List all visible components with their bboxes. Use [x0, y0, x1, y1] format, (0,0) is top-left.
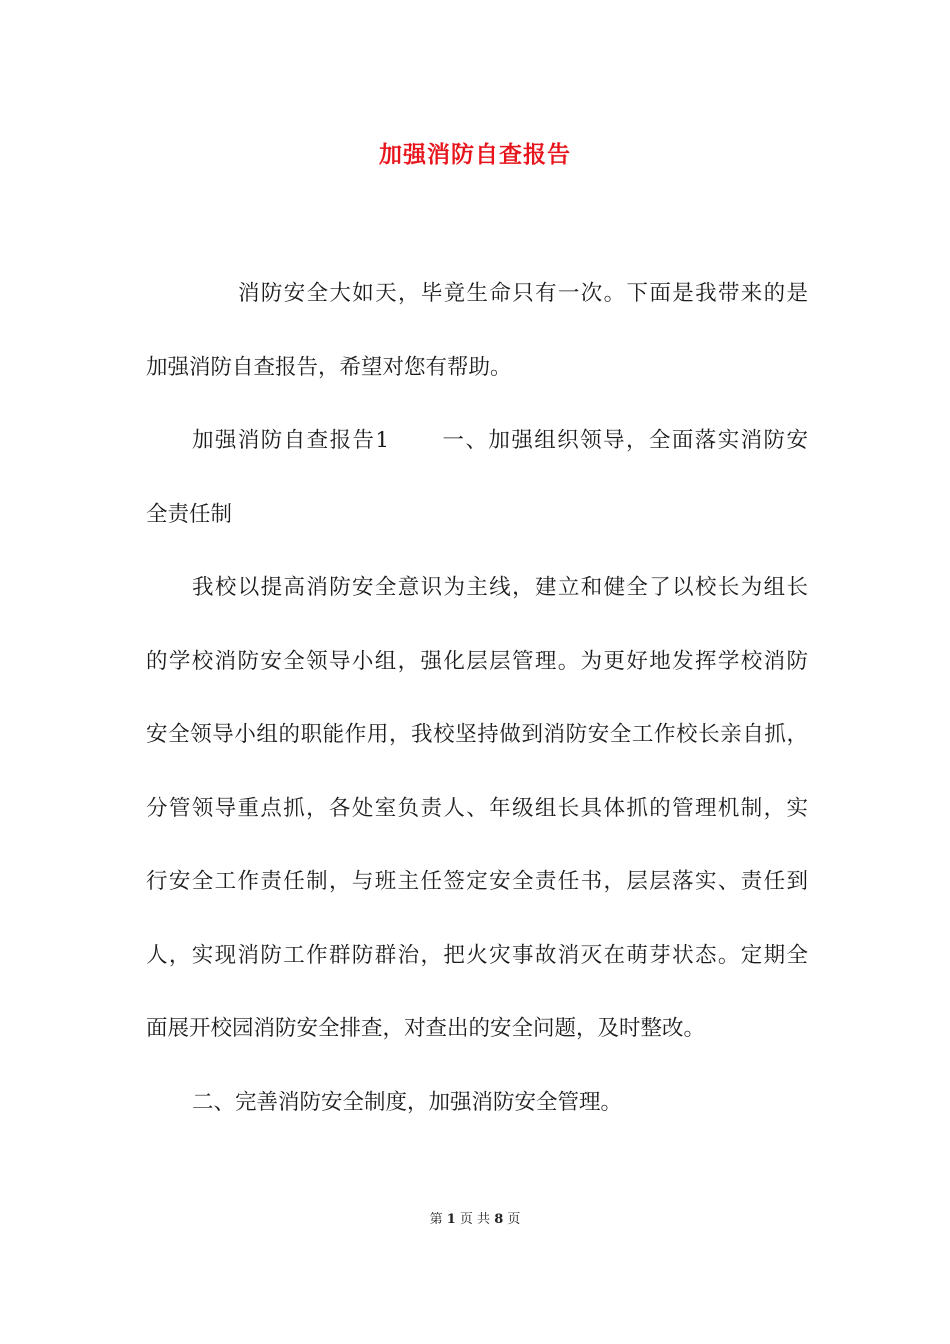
paragraph-line: 行安全工作责任制，与班主任签定安全责任书，层层落实、责任到: [146, 869, 808, 894]
footer-page-number: 1: [446, 1212, 456, 1227]
page-footer: [0, 1208, 950, 1227]
document-body: [146, 275, 808, 1157]
footer-suffix: 页: [507, 1212, 521, 1227]
paragraph-line: 消防安全大如天，毕竟生命只有一次。下面是我带来的是: [238, 281, 808, 306]
paragraph-line: 我校以提高消防安全意识为主线，建立和健全了以校长为组长: [192, 575, 808, 600]
paragraph-line: 全责任制: [146, 501, 233, 527]
paragraph-line-heading: [146, 422, 808, 459]
paragraph-line: 分管领导重点抓，各处室负责人、年级组长具体抓的管理机制，实: [146, 795, 808, 821]
document-title: 加强消防自查报告: [379, 141, 571, 168]
section-heading: 一、加强组织领导，全面落实消防安: [441, 428, 808, 453]
paragraph-line: 安全领导小组的职能作用，我校坚持做到消防安全工作校长亲自抓，: [146, 722, 808, 747]
paragraph-line: 加强消防自查报告，希望对您有帮助。: [146, 354, 512, 380]
paragraph-line: 人，实现消防工作群防群治，把火灾事故消灭在萌芽状态。定期全: [146, 942, 808, 968]
footer-prefix: 第: [429, 1212, 443, 1227]
footer-middle: 页 共: [459, 1212, 491, 1227]
section-heading: 二、完善消防安全制度，加强消防安全管理。: [192, 1089, 623, 1115]
report-subtitle: 加强消防自查报告1: [192, 428, 390, 453]
paragraph-line: 面展开校园消防安全排查，对查出的安全问题，及时整改。: [146, 1016, 706, 1041]
paragraph-line: 的学校消防安全领导小组，强化层层管理。为更好地发挥学校消防: [146, 648, 808, 674]
footer-total-pages: 8: [494, 1212, 504, 1227]
